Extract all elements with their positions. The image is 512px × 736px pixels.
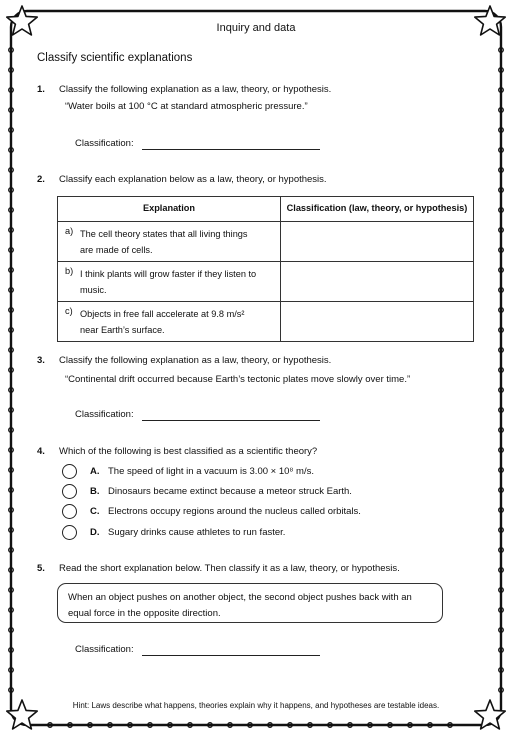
question-text: Which of the following is best classified as a scientific theory? <box>59 446 318 457</box>
question-text: Classify the following explanation as a law, theory, or hypothesis. <box>59 84 332 95</box>
page-header-title: Inquiry and data <box>216 22 296 34</box>
option-text: Electrons occupy regions around the nucleus called orbitals. <box>108 506 361 517</box>
section-title: Classify scientific explanations <box>37 52 193 64</box>
question-number: 4. <box>37 446 45 457</box>
classification-row <box>75 409 320 421</box>
question-3-quote: “Continental drift occurred because Earth’s tectonic plates move slowly over time.” <box>65 374 411 385</box>
option-letter: B. <box>90 486 100 497</box>
option-d[interactable] <box>62 525 462 543</box>
question-number: 3. <box>37 355 45 366</box>
question-number: 5. <box>37 563 45 574</box>
column-header: Classification (law, theory, or hypothesis) <box>281 197 474 222</box>
question-number: 1. <box>37 84 45 95</box>
row-text: I think plants will grow faster if they listen to music. <box>80 268 257 295</box>
answer-bubble[interactable] <box>62 504 77 519</box>
row-text: Objects in free fall accelerate at 9.8 m/s² near Earth’s surface. <box>80 308 245 335</box>
row-text: The cell theory states that all living things are made of cells. <box>80 228 248 255</box>
option-text: The speed of light in a vacuum is 3.00 × 10⁸ m/s. <box>108 466 314 477</box>
table-header-row <box>58 197 474 222</box>
row-label: c) <box>65 305 73 316</box>
question-1-quote: “Water boils at 100 °C at standard atmospheric pressure.” <box>65 101 308 112</box>
answer-cell[interactable] <box>281 262 474 302</box>
classification-row <box>75 644 320 656</box>
option-letter: A. <box>90 466 100 477</box>
question-text: Read the short explanation below. Then classify it as a law, theory, or hypothesis. <box>59 563 400 574</box>
explanation-cell <box>58 222 281 262</box>
option-letter: C. <box>90 506 100 517</box>
answer-line[interactable] <box>142 645 320 656</box>
table-row <box>58 302 474 342</box>
option-text: Sugary drinks cause athletes to run faster. <box>108 527 286 538</box>
question-text: Classify the following explanation as a law, theory, or hypothesis. <box>59 355 332 366</box>
table-row <box>58 222 474 262</box>
question-text: Classify each explanation below as a law, theory, or hypothesis. <box>59 174 327 185</box>
answer-line[interactable] <box>142 410 320 421</box>
answer-cell[interactable] <box>281 222 474 262</box>
classification-table <box>57 196 474 342</box>
explanation-cell <box>58 302 281 342</box>
row-label: b) <box>65 265 74 276</box>
option-b[interactable] <box>62 484 462 502</box>
answer-line[interactable] <box>142 139 320 150</box>
option-text: Dinosaurs became extinct because a meteor struck Earth. <box>108 486 352 497</box>
table-row <box>58 262 474 302</box>
answer-bubble[interactable] <box>62 484 77 499</box>
answer-bubble[interactable] <box>62 525 77 540</box>
hint-text: Hint: Laws describe what happens, theories explain why it happens, and hypotheses are testable ideas. <box>72 701 440 710</box>
classification-row <box>75 138 320 150</box>
explanation-cell <box>58 262 281 302</box>
answer-cell[interactable] <box>281 302 474 342</box>
classification-label: Classification: <box>75 409 134 420</box>
row-label: a) <box>65 225 74 236</box>
question-number: 2. <box>37 174 45 185</box>
option-c[interactable] <box>62 504 462 522</box>
answer-bubble[interactable] <box>62 464 77 479</box>
classification-label: Classification: <box>75 644 134 655</box>
option-letter: D. <box>90 527 100 538</box>
column-header: Explanation <box>58 197 281 222</box>
classification-label: Classification: <box>75 138 134 149</box>
option-a[interactable] <box>62 464 462 482</box>
explanation-box: When an object pushes on another object, the second object pushes back with an equal force in the opposite direction. <box>57 583 443 623</box>
